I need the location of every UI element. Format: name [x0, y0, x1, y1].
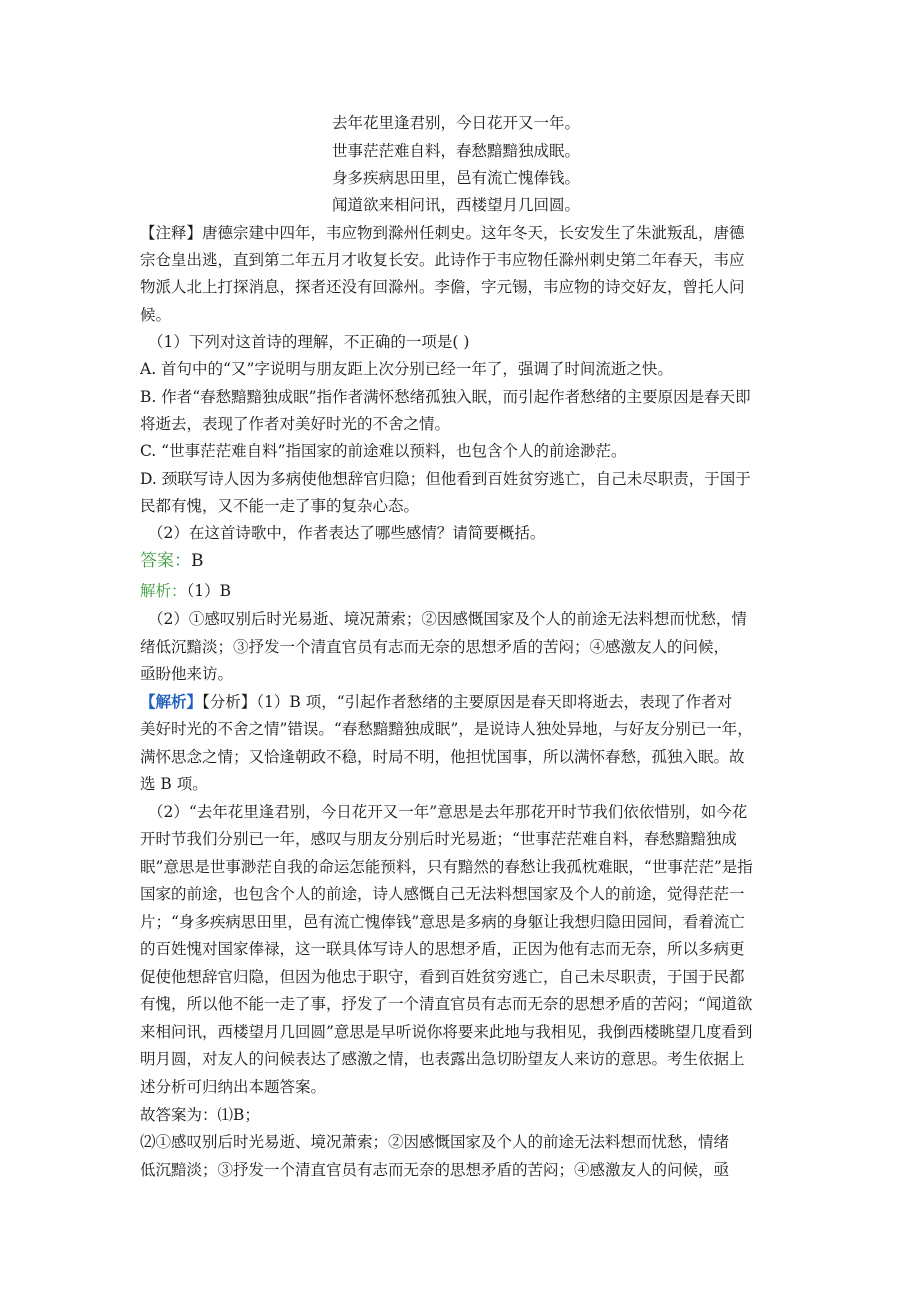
analysis-line: 美好时光的不舍之情”错误。“春愁黯黯独成眠”，是说诗人独处异地，与好友分别已一年， — [140, 720, 753, 738]
part2-line: 眠”意思是世事渺茫自我的命运怎能预料，只有黯然的春愁让我孤枕难眠，“世事茫茫”是指 — [140, 858, 753, 876]
analysis-row — [140, 687, 785, 717]
question-2: （2）在这首诗歌中，作者表达了哪些感情？请简要概括。 — [148, 524, 546, 542]
poem-line: 身多疾病思田里，邑有流亡愧俸钱。 — [332, 169, 581, 187]
question-1: （1）下列对这首诗的理解，不正确的一项是( ) — [148, 333, 470, 351]
answer-2-line: （2）①感叹别后时光易逝、境况萧索；②因感慨国家及个人的前途无法料想而忧愁，情 — [148, 610, 747, 628]
answer-2-line: 绪低沉黯淡；③抒发一个清直官员有志而无奈的思想矛盾的苦闷；④感激友人的问候， — [140, 638, 730, 656]
part2-line: 明月圆，对友人的问候表达了感激之情，也表露出急切盼望友人来访的意思。考生依据上 — [140, 1050, 745, 1068]
option-c: C. “世事茫茫难自料”指国家的前途难以预料，也包含个人的前途渺茫。 — [140, 442, 627, 460]
option-d-cont: 民都有愧，又不能一走了事的复杂心态。 — [140, 497, 420, 515]
note-line: 【注释】唐德宗建中四年，韦应物到滁州任刺史。这年冬天，长安发生了朱泚叛乱，唐德 — [140, 224, 745, 242]
part2-line: 的百姓愧对国家俸禄，这一联具体写诗人的思想矛盾，正因为他有志而无奈，所以多病更 — [140, 940, 745, 958]
answer-2-line: 亟盼他来访。 — [140, 665, 234, 683]
poem-line: 闻道欲来相问讯，西楼望月几回圆。 — [332, 196, 581, 214]
part2-line: 述分析可归纳出本题答案。 — [140, 1078, 327, 1096]
poem-line: 世事茫茫难自料，春愁黯黯独成眠。 — [332, 142, 581, 160]
option-d: D. 颈联写诗人因为多病使他想辞官归隐；但他看到百姓贫穷逃亡，自己未尽职责，于国于 — [140, 470, 751, 488]
part2-line: 有愧，所以他不能一走了事，抒发了一个清直官员有志而无奈的思想矛盾的苦闷；“闻道欲 — [140, 995, 753, 1013]
analysis-tag: 【解析】 — [140, 692, 203, 711]
analysis-first: 【分析】（1）B 项，“引起作者愁绪的主要原因是春天即将逝去，表现了作者对 — [202, 693, 733, 711]
answer-label: 答案： — [140, 551, 191, 571]
part2-line: 国家的前途，也包含个人的前途，诗人感慨自己无法料想国家及个人的前途，觉得茫茫一 — [140, 885, 745, 903]
note-line: 物派人北上打探消息，探者还没有回滁州。李儋，字元锡，韦应物的诗交好友，曾托人问 — [140, 278, 745, 296]
analysis-line: 选 B 项。 — [140, 775, 208, 793]
jiexi-label: 解析： — [140, 582, 187, 600]
jiexi-value: （1）B — [186, 582, 232, 600]
jiexi-row — [140, 576, 785, 606]
answer-row — [140, 546, 785, 576]
part2-line: 来相问讯，西楼望月几回圆”意思是早听说你将要来此地与我相见，我倒西楼眺望几度看到 — [140, 1023, 753, 1041]
part2-line: 促使他想辞官归隐，但因为他忠于职守，看到百姓贫穷逃亡，自己未尽职责，于国于民都 — [140, 968, 745, 986]
analysis-line: 满怀思念之情；又恰逢朝政不稳，时局不明，他担忧国事，所以满怀春愁，孤独入眠。故 — [140, 748, 745, 766]
note-line: 候。 — [140, 306, 172, 324]
final-answer-line: ⑵①感叹别后时光易逝、境况萧索；②因感慨国家及个人的前途无法料想而忧愁，情绪 — [140, 1133, 730, 1151]
option-b-cont: 将逝去，表现了作者对美好时光的不舍之情。 — [140, 415, 451, 433]
final-answer-line: 低沉黯淡；③抒发一个清直官员有志而无奈的思想矛盾的苦闷；④感激友人的问候，亟 — [140, 1161, 730, 1179]
final-answer-line: 故答案为：⑴B； — [140, 1106, 260, 1124]
answer-value: B — [191, 551, 204, 571]
option-a: A. 首句中的“又”字说明与朋友距上次分别已经一年了，强调了时间流逝之快。 — [140, 360, 673, 378]
option-b: B. 作者“春愁黯黯独成眠”指作者满怀愁绪孤独入眠，而引起作者愁绪的主要原因是春天即 — [140, 388, 751, 406]
poem-line: 去年花里逢君别，今日花开又一年。 — [332, 114, 581, 132]
note-line: 宗仓皇出逃，直到第二年五月才收复长安。此诗作于韦应物任滁州刺史第二年春天，韦应 — [140, 251, 745, 269]
part2-line: 片；“身多疾病思田里，邑有流亡愧俸钱”意思是多病的身躯让我想归隐田园间，看着流亡 — [140, 913, 745, 931]
part2-line: （2）“去年花里逢君别，今日花开又一年”意思是去年那花开时节我们依依惜别，如今花 — [148, 803, 748, 821]
part2-line: 开时节我们分别已一年，感叹与朋友分别后时光易逝；“世事茫茫难自料，春愁黯黯独成 — [140, 830, 737, 848]
